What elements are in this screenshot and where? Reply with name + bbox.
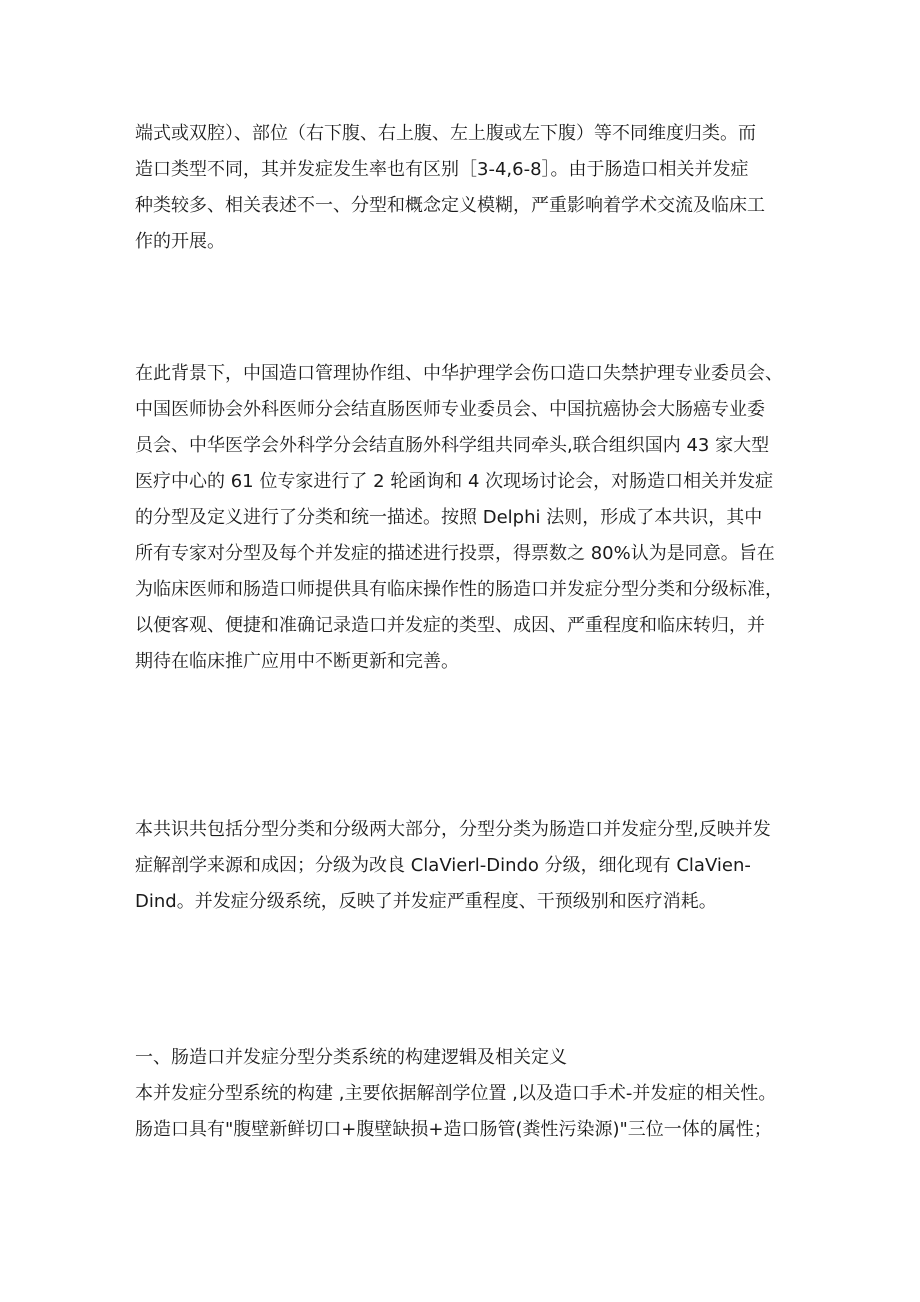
text-line: 期待在临床推广应用中不断更新和完善。 bbox=[135, 651, 459, 672]
text-line: 种类较多、相关表述不一、分型和概念定义模糊，严重影响着学术交流及临床工 bbox=[135, 195, 765, 216]
paragraph-consensus-background bbox=[135, 356, 795, 680]
text-line: 为临床医师和肠造口师提供具有临床操作性的肠造口并发症分型分类和分级标准， bbox=[135, 579, 783, 600]
paragraph-consensus-structure bbox=[135, 812, 795, 920]
text-line: 以便客观、便捷和准确记录造口并发症的类型、成因、严重程度和临床转归，并 bbox=[135, 615, 765, 636]
text-line: 中国医师协会外科医师分会结直肠医师专业委员会、中国抗癌协会大肠癌专业委 bbox=[135, 399, 765, 420]
text-line: 医疗中心的 61 位专家进行了 2 轮函询和 4 次现场讨论会，对肠造口相关并发症 bbox=[135, 471, 774, 492]
paragraph-stoma-classification bbox=[135, 116, 795, 260]
text-line: 员会、中华医学会外科学分会结直肠外科学组共同牵头,联合组织国内 43 家大型 bbox=[135, 435, 770, 456]
section-heading: 一、肠造口并发症分型分类系统的构建逻辑及相关定义 bbox=[135, 1047, 567, 1068]
text-line: 在此背景下，中国造口管理协作组、中华护理学会伤口造口失禁护理专业委员会、 bbox=[135, 363, 783, 384]
text-line: 本并发症分型系统的构建 ,主要依据解剖学位置 ,以及造口手术-并发症的相关性。 bbox=[135, 1083, 777, 1104]
text-line: 造口类型不同，其并发症发生率也有区别［3-4,6-8］。由于肠造口相关并发症 bbox=[135, 159, 749, 180]
text-line: Dind。并发症分级系统，反映了并发症严重程度、干预级别和医疗消耗。 bbox=[135, 891, 717, 912]
text-line: 所有专家对分型及每个并发症的描述进行投票，得票数之 80%认为是同意。旨在 bbox=[135, 543, 775, 564]
text-line: 肠造口具有"腹壁新鲜切口+腹壁缺损+造口肠管(粪性污染源)"三位一体的属性； bbox=[135, 1119, 772, 1140]
text-line: 端式或双腔）、部位（右下腹、右上腹、左上腹或左下腹）等不同维度归类。而 bbox=[135, 123, 756, 144]
paragraph-section-body bbox=[135, 1076, 795, 1148]
text-line: 的分型及定义进行了分类和统一描述。按照 Delphi 法则，形成了本共识，其中 bbox=[135, 507, 763, 528]
text-line: 作的开展。 bbox=[135, 231, 225, 252]
text-line: 本共识共包括分型分类和分级两大部分，分型分类为肠造口并发症分型,反映并发 bbox=[135, 819, 771, 840]
text-line: 症解剖学来源和成因；分级为改良 ClaVierl-Dindo 分级，细化现有 ClaVien- bbox=[135, 855, 751, 876]
